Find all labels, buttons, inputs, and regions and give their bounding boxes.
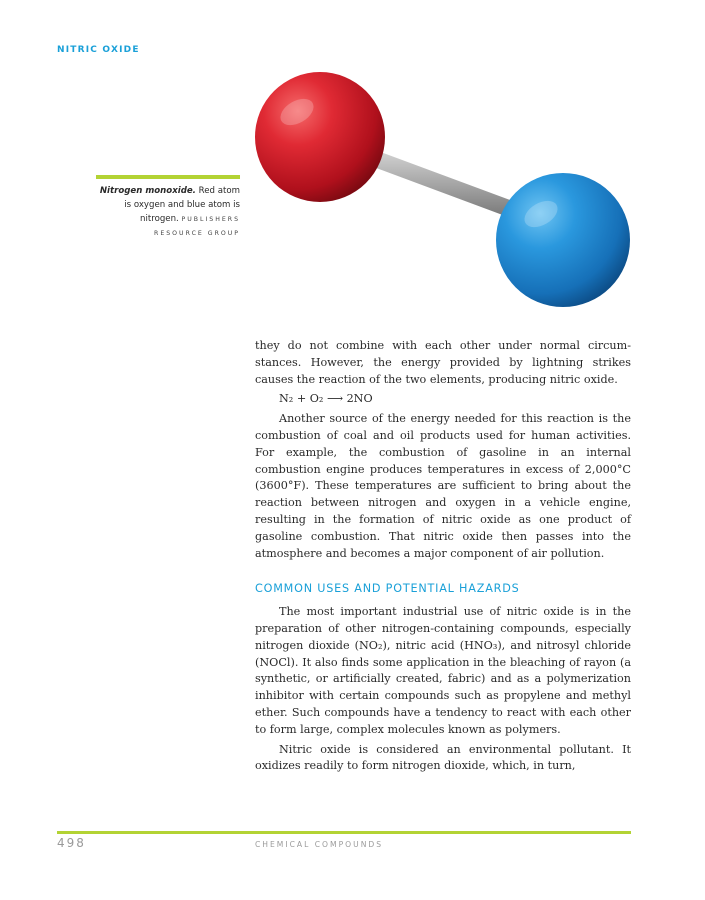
footer-book-title: CHEMICAL COMPOUNDS <box>255 840 384 849</box>
nitrogen-atom <box>496 173 630 307</box>
caption-line1: Red atom <box>195 186 240 196</box>
section-heading: COMMON USES AND POTENTIAL HAZARDS <box>255 582 520 596</box>
running-head: NITRIC OXIDE <box>57 45 140 55</box>
caption-credit: PUBLISHERS <box>181 216 240 223</box>
caption-line3: nitrogen. <box>140 214 179 224</box>
paragraph-3: The most important industrial use of nitric oxide is in the preparation of other nitrogen-containing compounds, especially nitrogen dioxide (NO₂), nitric acid (HNO₃), and nitrosyl chloride (NOCl). It also finds some application in the bleaching of rayon (a synthetic, or artificially created, fabric) and as a polymerization inhibitor with certain compounds such as propylene and methyl ether. Such compounds have a tendency to react with each other to form large, complex molecules known as polymers. <box>255 605 631 736</box>
caption-line2: is oxygen and blue atom is <box>124 200 240 210</box>
caption-credit-line2: RESOURCE GROUP <box>154 230 240 237</box>
paragraph-2: Another source of the energy needed for this reaction is the combustion of coal and oil products used for human activities. For example, the combustion of gasoline in an internal combustion engine produces temperatures in excess of 2,000°C (3600°F). These temperatures are sufficient to bring about the reaction between nitrogen and oxygen in a vehicle engine, resulting in the formation of nitric oxide as one product of gasoline combustion. That nitric oxide then passes into the atmosphere and becomes a major component of air pollution. <box>255 412 631 560</box>
figure-caption <box>80 184 240 241</box>
nitric-oxide-molecule-illustration <box>245 72 645 322</box>
footer-rule <box>57 831 631 834</box>
caption-lead: Nitrogen monoxide. <box>99 186 196 196</box>
body-text <box>255 338 631 778</box>
caption-rule <box>96 175 240 179</box>
oxygen-atom <box>255 72 385 202</box>
page-number: 498 <box>57 836 86 850</box>
equation: N₂ + O₂ ⟶ 2NO <box>279 392 373 406</box>
paragraph-4: Nitric oxide is considered an environmental pollutant. It oxidizes readily to form nitrogen dioxide, which, in turn, <box>255 742 631 773</box>
paragraph-1: they do not combine with each other under normal circumstances. However, the energy provided by lightning strikes causes the reaction of the two elements, producing nitric oxide. <box>255 339 631 386</box>
